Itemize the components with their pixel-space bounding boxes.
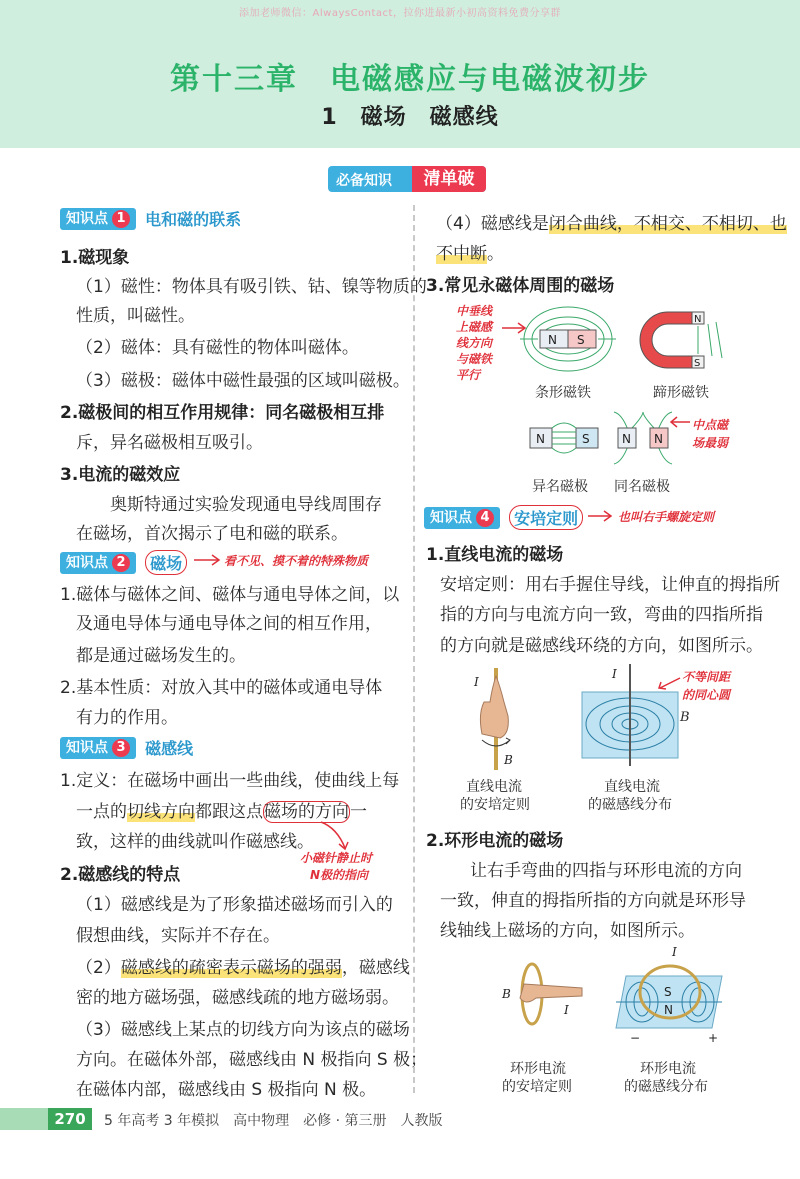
footer-bar xyxy=(0,1108,48,1130)
paragraph: 1.定义：在磁场中画出一些曲线，使曲线上每 xyxy=(60,771,400,791)
paragraph: （3）磁感线上某点的切线方向为该点的磁场 xyxy=(76,1020,410,1040)
paragraph: 奥斯特通过实验发现通电导线周围存 xyxy=(110,495,382,515)
paragraph: （2）磁感线的疏密表示磁场的强弱，磁感线 xyxy=(76,958,410,978)
handwritten-note: 场最弱 xyxy=(692,436,729,450)
svg-text:I: I xyxy=(564,1003,569,1017)
paragraph: 致，这样的曲线就叫作磁感线。 xyxy=(76,832,314,852)
svg-text:−: − xyxy=(630,1031,641,1045)
paragraph: 在磁场，首次揭示了电和磁的联系。 xyxy=(76,524,348,544)
paragraph: 一点的切线方向都跟这点磁场的方向一 xyxy=(76,802,367,822)
must-know-label: 必备知识 xyxy=(336,173,392,189)
handwritten-note: 线方向 xyxy=(456,336,493,350)
knowledge-point-4 xyxy=(424,505,583,527)
paragraph: 一致，伸直的拇指所指的方向就是环形导 xyxy=(440,891,746,911)
svg-text:I: I xyxy=(672,946,677,959)
page-number: 270 xyxy=(48,1108,92,1130)
svg-text:S: S xyxy=(694,358,701,369)
figure-caption: 蹄形磁铁 xyxy=(653,385,709,401)
paragraph: 线轴线上磁场的方向，如图所示。 xyxy=(440,921,695,941)
paragraph: 在磁体内部，磁感线由 S 极指向 N 极。 xyxy=(76,1080,377,1100)
paragraph: （4）磁感线是闭合曲线，不相交、不相切、也 xyxy=(436,214,787,234)
heading: 1.直线电流的磁场 xyxy=(426,545,564,565)
circled-text: 磁场的方向 xyxy=(264,802,349,822)
handwritten-note: 的同心圆 xyxy=(682,688,731,702)
kp-badge: 知识点 3 xyxy=(60,737,136,759)
arrow-icon xyxy=(668,414,692,430)
knowledge-point-2 xyxy=(60,550,187,572)
paragraph: 安培定则：用右手握住导线，让伸直的拇指所 xyxy=(440,575,780,595)
highlight: 切线方向 xyxy=(127,802,195,822)
svg-text:B: B xyxy=(502,987,511,1001)
heading: 2.环形电流的磁场 xyxy=(426,831,564,851)
figure-caption: 直线电流 xyxy=(466,779,522,795)
paragraph: （3）磁极：磁体中磁性最强的区域叫磁极。 xyxy=(76,371,410,391)
highlight: 磁感线的疏密表示磁场的强弱 xyxy=(120,958,342,978)
svg-text:I: I xyxy=(612,667,617,681)
handwritten-note: 不等间距 xyxy=(682,670,731,684)
arrow-icon xyxy=(586,506,616,526)
figure-caption: 条形磁铁 xyxy=(535,385,591,401)
paragraph: 1.磁体与磁体之间、磁体与通电导体之间，以 xyxy=(60,585,400,605)
kp-number: 4 xyxy=(476,509,494,527)
handwritten-note: 与磁铁 xyxy=(456,352,493,366)
same-poles-figure xyxy=(610,410,676,466)
paragraph: （2）磁体：具有磁性的物体叫磁体。 xyxy=(76,338,359,358)
kp-badge: 知识点 4 xyxy=(424,507,500,529)
heading: 3.电流的磁效应 xyxy=(60,465,181,485)
handwritten-note: 平行 xyxy=(456,368,481,382)
svg-text:+: + xyxy=(708,1031,719,1045)
arrow-icon xyxy=(315,818,355,852)
svg-text:N: N xyxy=(694,314,702,325)
watermark: 添加老师微信：AlwaysContact，拉你进最新小初高资料免费分享群 xyxy=(239,8,561,19)
opposite-poles-figure xyxy=(528,414,600,462)
field-label: B xyxy=(680,710,690,725)
figure-caption: 的安培定则 xyxy=(460,797,530,813)
paragraph: 性质，叫磁性。 xyxy=(76,306,195,326)
heading: 1.磁现象 xyxy=(60,248,130,268)
svg-text:I: I xyxy=(474,675,479,689)
handwritten-note: 也叫右手螺旋定则 xyxy=(618,510,715,524)
heading: 2.磁感线的特点 xyxy=(60,865,181,885)
paragraph: 指的方向与电流方向一致，弯曲的四指所指 xyxy=(440,605,763,625)
kp-number: 1 xyxy=(112,210,130,228)
svg-text:N: N xyxy=(664,1003,673,1017)
column-divider xyxy=(413,205,415,1093)
heading: 3.常见永磁体周围的磁场 xyxy=(426,276,615,296)
kp-number: 2 xyxy=(112,554,130,572)
must-know-badge xyxy=(328,166,486,192)
figure-caption: 异名磁极 xyxy=(532,479,588,495)
handwritten-note: 中点磁 xyxy=(692,418,729,432)
kp-number: 3 xyxy=(112,739,130,757)
svg-text:S: S xyxy=(577,333,585,347)
highlight: 闭合曲线，不相交、不相切、也 xyxy=(548,214,787,234)
svg-text:N: N xyxy=(536,432,545,446)
handwritten-note: 上磁感 xyxy=(456,320,493,334)
chapter-title: 第十三章 电磁感应与电磁波初步 xyxy=(170,62,650,97)
figure-caption: 环形电流 xyxy=(510,1061,566,1077)
figure-caption: 的磁感线分布 xyxy=(624,1079,708,1095)
handwritten-note: 中垂线 xyxy=(456,304,493,318)
section-title: 1 磁场 磁感线 xyxy=(321,105,499,130)
knowledge-point-3 xyxy=(60,736,193,758)
kp-badge: 知识点 2 xyxy=(60,552,136,574)
paragraph: 方向。在磁体外部，磁感线由 N 极指向 S 极； xyxy=(76,1050,428,1070)
knowledge-point-1 xyxy=(60,207,241,229)
figure-caption: 的磁感线分布 xyxy=(588,797,672,813)
right-hand-straight-wire-figure xyxy=(460,664,530,774)
figure-caption: 同名磁极 xyxy=(614,479,670,495)
kp-title: 电和磁的联系 xyxy=(145,210,242,229)
kp-badge: 知识点 1 xyxy=(60,208,136,230)
paragraph: （1）磁性：物体具有吸引铁、钴、镍等物质的 xyxy=(76,277,427,297)
arrow-icon xyxy=(656,674,682,692)
svg-text:N: N xyxy=(654,432,663,446)
figure-caption: 直线电流 xyxy=(604,779,660,795)
svg-text:N: N xyxy=(622,432,631,446)
svg-text:S: S xyxy=(664,985,672,999)
arrow-icon xyxy=(192,550,222,570)
svg-text:N: N xyxy=(548,333,557,347)
handwritten-note: 小磁针静止时 xyxy=(300,851,373,865)
svg-text:S: S xyxy=(582,432,590,446)
paragraph: 斥，异名磁极相互吸引。 xyxy=(76,433,263,453)
figure-caption: 环形电流 xyxy=(640,1061,696,1077)
paragraph: 密的地方磁场强，磁感线疏的地方磁场弱。 xyxy=(76,988,399,1008)
figure-caption: 的安培定则 xyxy=(502,1079,572,1095)
paragraph: 都是通过磁场发生的。 xyxy=(76,646,246,666)
checklist-label: 清单破 xyxy=(412,166,486,192)
kp-title: 磁感线 xyxy=(145,739,194,758)
footer-text: 5 年高考 3 年模拟 高中物理 必修 · 第三册 人教版 xyxy=(104,1113,443,1129)
horseshoe-magnet-figure xyxy=(628,302,728,380)
handwritten-note: N极的指向 xyxy=(310,868,369,882)
highlight: 不中断 xyxy=(436,244,487,264)
handwritten-note: 看不见、摸不着的特殊物质 xyxy=(224,554,369,568)
heading: 2.磁极间的相互作用规律：同名磁极相互排 xyxy=(60,403,385,423)
kp-title: 磁场 xyxy=(145,550,187,575)
paragraph: 及通电导体与通电导体之间的相互作用， xyxy=(76,614,382,634)
kp-title: 安培定则 xyxy=(509,505,583,530)
paragraph: 假想曲线，实际并不存在。 xyxy=(76,926,280,946)
paragraph: 的方向就是磁感线环绕的方向，如图所示。 xyxy=(440,636,763,656)
right-hand-ring-current-figure xyxy=(496,958,596,1028)
paragraph: 让右手弯曲的四指与环形电流的方向 xyxy=(470,861,742,881)
ring-current-field-figure xyxy=(612,946,728,1046)
svg-text:B: B xyxy=(504,753,513,767)
paragraph: （1）磁感线是为了形象描述磁场而引入的 xyxy=(76,895,393,915)
paragraph: 不中断。 xyxy=(436,244,504,264)
bar-magnet-figure xyxy=(518,298,618,380)
paragraph: 有力的作用。 xyxy=(76,708,178,728)
paragraph: 2.基本性质：对放入其中的磁体或通电导体 xyxy=(60,678,383,698)
